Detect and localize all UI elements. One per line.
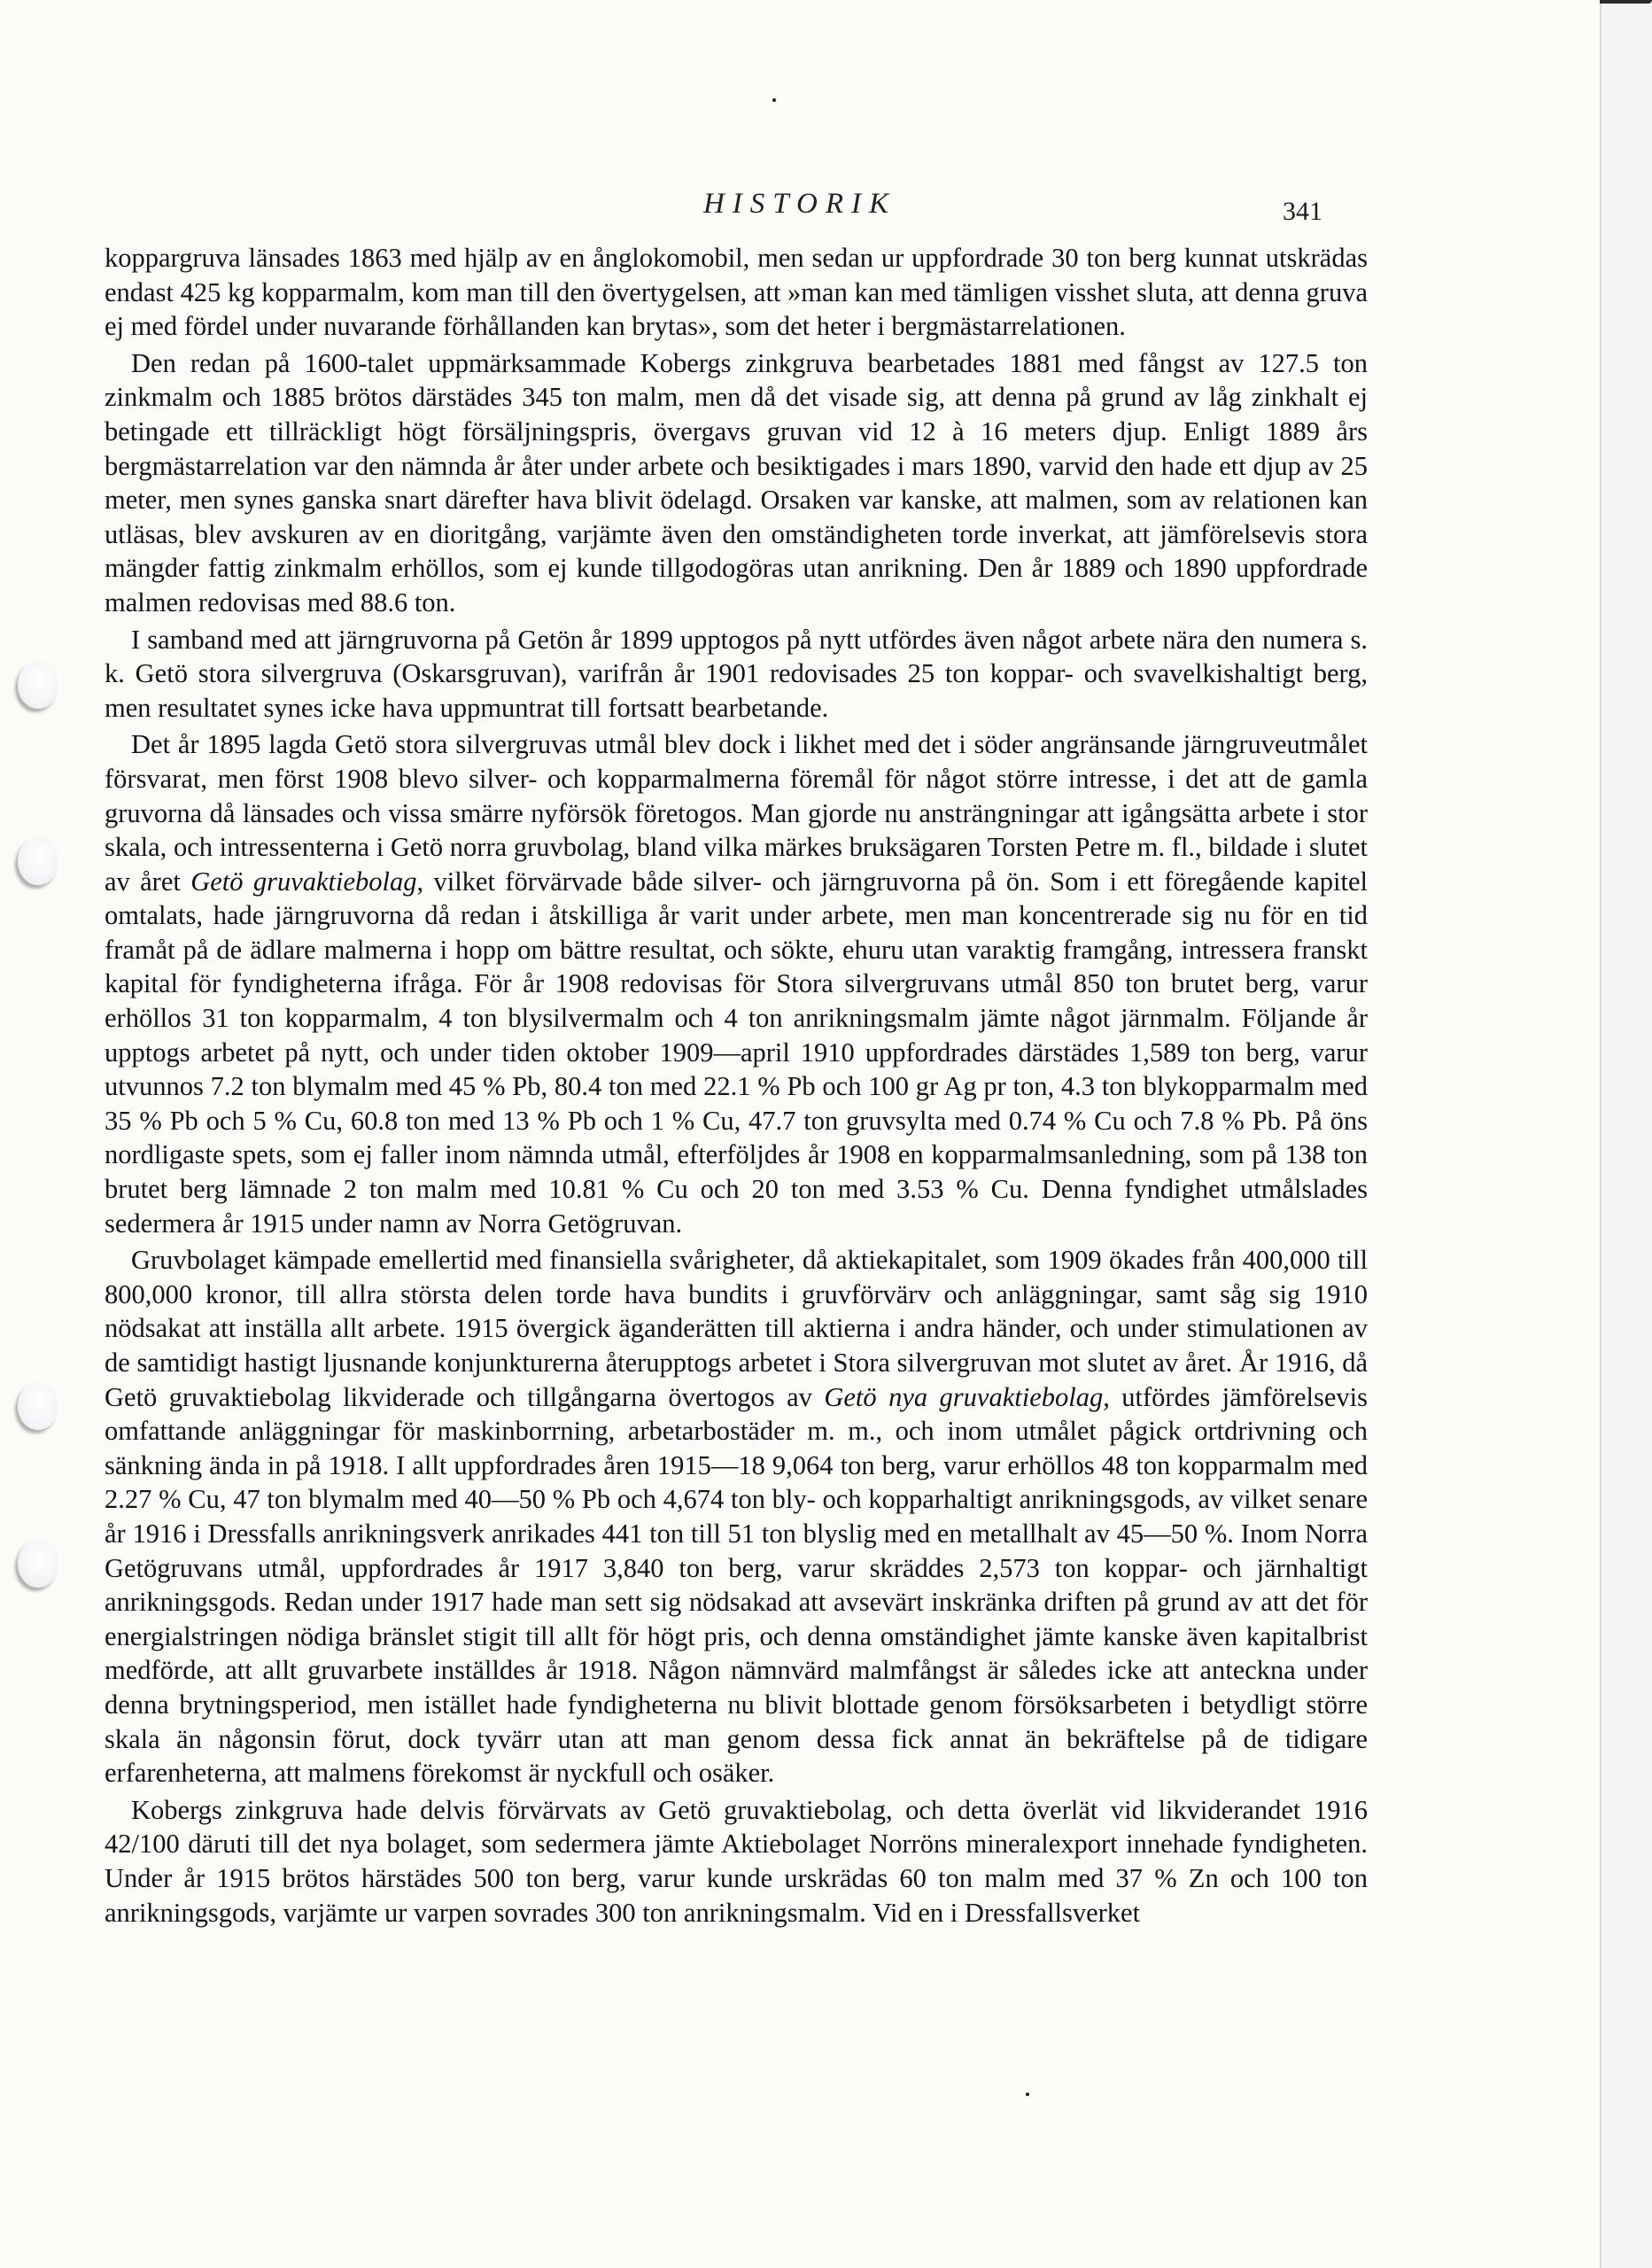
text-segment: Kobergs zinkgruva hade delvis förvärvats av Getö gruvaktiebolag, och detta överlät vid likviderandet 1916 42/100 däruti till det nya bolaget, som sedermera jämte Aktiebolaget Norröns mineralexport innehade fyndigheten. Under år 1915 brötos härstädes 500 ton berg, varur kunde urskrädas 60 ton malm med 37 % Zn och 100 ton anrikningsgods, varjämte ur varpen sovrades 300 ton anrikningsmalm. Vid en i Dressfallsverket	[105, 1794, 1368, 1928]
dust-speck	[772, 98, 776, 102]
paragraph	[105, 241, 1368, 344]
paragraph	[105, 623, 1368, 726]
page-number: 341	[1283, 197, 1322, 226]
paragraph	[105, 727, 1368, 1240]
paragraph	[105, 1243, 1368, 1790]
text-segment: Det år 1895 lagda Getö stora silvergruvas utmål blev dock i likhet med det i söder angränsande järngruveutmålet försvarat, men först 1908 blevo silver- och kopparmalmerna föremål för något större intresse, i det att de gamla gruvorna då länsades och vissa smärre nyförsök företogos. Man gjorde nu ansträngningar att igångsätta arbete i stor skala, och intressenterna i Getö norra gruvbolag, bland vilka märkes bruksägaren Torsten Petre m. fl., bildade i slutet av året	[105, 729, 1368, 897]
paragraph	[105, 1793, 1368, 1930]
text-segment: koppargruva länsades 1863 med hjälp av en ånglokomobil, men sedan ur uppfordrade 30 ton berg kunnat utskrädas endast 425 kg kopparmalm, kom man till den övertygelsen, att »man kan med tämligen visshet sluta, att denna gruva ej med fördel under nuvarande förhållanden kan brytas», som det heter i bergmästarrelationen.	[105, 243, 1368, 342]
punch-hole	[18, 837, 58, 885]
italic-company-name: Getö nya gruvaktiebolag	[824, 1381, 1104, 1412]
body-text	[105, 241, 1368, 1930]
punch-hole	[18, 1540, 58, 1588]
italic-company-name: Getö gruvaktiebolag	[190, 866, 417, 897]
paragraph	[105, 346, 1368, 620]
text-segment: Den redan på 1600-talet uppmärksammade Kobergs zinkgruva bearbetades 1881 med fångst av 127.5 ton zinkmalm och 1885 brötos därstädes 345 ton malm, men då det visade sig, att denna på grund av låg zinkhalt ej betingade ett tillräckligt högt försäljningspris, övergavs gruvan vid 12 à 16 meters djup. Enligt 1889 års bergmästarrelation var den nämnda år åter under arbete och besiktigades i mars 1890, varvid den hade ett djup av 25 meter, men synes ganska snart därefter hava blivit ödelagd. Orsaken var kanske, att malmen, som av relationen kan utläsas, blev avskuren av en dioritgång, varjämte även den omständigheten torde inverkat, att jämförelsevis stora mängder fattig zinkmalm erhöllos, som ej kunde tillgodogöras utan anrikning. Den år 1889 och 1890 uppfordrade malmen redovisas med 88.6 ton.	[105, 347, 1368, 617]
text-segment: Gruvbolaget kämpade emellertid med finansiella svårigheter, då aktiekapitalet, som 1909 ökades från 400,000 till 800,000 kronor, till allra största delen torde hava bundits i gruvförvärv och anläggningar, samt såg sig 1910 nödsakat att inställa allt arbete. 1915 övergick äganderätten till aktierna i andra händer, och under stimulationen av de samtidigt hastigt ljusnande konjunkturerna återupptogs arbetet i Stora silvergruvan mot slutet av året. År 1916, då Getö gruvaktiebolag likviderade och tillgångarna övertogos av	[105, 1245, 1368, 1412]
punch-hole	[18, 661, 58, 709]
punch-hole	[18, 1382, 58, 1430]
running-title: HISTORIK	[702, 188, 897, 220]
text-segment: , utfördes jämförelsevis omfattande anläggningar för maskinborrning, arbetarbostäder m. m., och inom utmålet pågick ortdrivning och sänkning ända in på 1918. I allt uppfordrades åren 1915—18 9,064 ton berg, varur erhöllos 48 ton kopparmalm med 2.27 % Cu, 47 ton blymalm med 40—50 % Pb och 4,674 ton bly- och kopparhaltigt anrikningsgods, av vilket senare år 1916 i Dressfalls anrikningsverk anrikades 441 ton till 51 ton blyslig med en metallhalt av 45—50 %. Inom Norra Getögruvans utmål, uppfordrades år 1917 3,840 ton berg, varur skräddes 2,573 ton koppar- och järnhaltigt anrikningsgods. Redan under 1917 hade man sett sig nödsakad att avsevärt inskränka driften på grund av att det för energialstringen nödiga bränslet stigit till allt för högt pris, och denna omständighet jämte kanske även kapitalbrist medförde, att allt gruvarbete inställdes år 1918. Någon nämnvärd malmfångst är således icke att anteckna under denna brytningsperiod, men istället hade fyndigheterna nu blivit blottade genom försöksarbeten i betydligt större skala än någonsin förut, dock tyvärr utan att man genom dessa fick annat än bekräftelse på de tidigare erfarenheterna, att malmens förekomst är nyckfull och osäker.	[105, 1381, 1368, 1789]
dust-speck	[1026, 2093, 1029, 2096]
scanner-edge	[1600, 0, 1652, 4]
text-segment: I samband med att järngruvorna på Getön år 1899 upptogos på nytt utfördes även något arbete nära den numera s. k. Getö stora silvergruva (Oskarsgruvan), varifrån år 1901 redovisades 25 ton koppar- och svavelkishaltigt berg, men resultatet synes icke hava uppmuntrat till fortsatt bearbetande.	[105, 624, 1368, 723]
text-segment: , vilket förvärvade både silver- och järngruvorna på ön. Som i ett föregående kapitel omtalats, hade järngruvorna då redan i åtskilliga år varit under arbete, men man koncentrerade sig nu för en tid framåt på de ädlare malmerna i hopp om bättre resultat, och sökte, ehuru utan varaktig framgång, intressera franskt kapital för fyndigheterna ifråga. För år 1908 redovisas för Stora silvergruvans utmål 850 ton brutet berg, varur erhöllos 31 ton kopparmalm, 4 ton blysilvermalm och 4 ton anrikningsmalm jämte något järnmalm. Följande år upptogs arbetet på nytt, och under tiden oktober 1909—april 1910 uppfordrades därstädes 1,589 ton berg, varur utvunnos 7.2 ton blymalm med 45 % Pb, 80.4 ton med 22.1 % Pb och 100 gr Ag pr ton, 4.3 ton blykopparmalm med 35 % Pb och 5 % Cu, 60.8 ton med 13 % Pb och 1 % Cu, 47.7 ton gruvsylta med 0.74 % Cu och 7.8 % Pb. På öns nordligaste spets, som ej faller inom nämnda utmål, efterföljdes år 1908 en kopparmalmsanledning, som på 138 ton brutet berg lämnade 2 ton malm med 10.81 % Cu och 20 ton med 3.53 % Cu. Denna fyndighet utmålslades sedermera år 1915 under namn av Norra Getögruvan.	[105, 866, 1368, 1239]
